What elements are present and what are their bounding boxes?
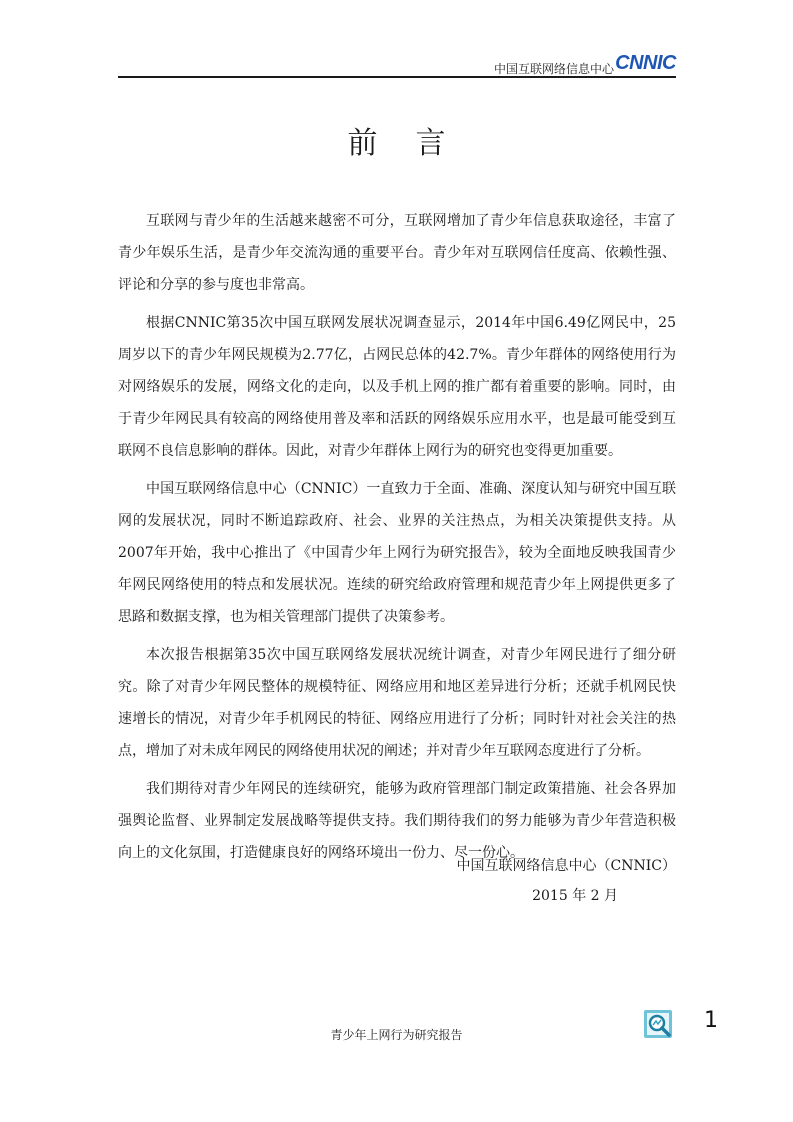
preface-body [118, 205, 676, 875]
signature-org: 中国互联网络信息中心（CNNIC） [456, 858, 676, 874]
page-number: 1 [704, 1008, 718, 1033]
magnifier-report-icon [643, 1009, 673, 1039]
header-divider [118, 76, 676, 78]
signature-date: 2015 年 2 月 [532, 888, 618, 904]
page-header [118, 50, 676, 78]
paragraph-1: 互联网与青少年的生活越来越密不可分，互联网增加了青少年信息获取途径，丰富了青少年娱乐生活，是青少年交流沟通的重要平台。青少年对互联网信任度高、依赖性强、评论和分享的参与度也非常高。 [118, 213, 676, 293]
paragraph-3: 中国互联网络信息中心（CNNIC）一直致力于全面、准确、深度认知与研究中国互联网的发展状况，同时不断追踪政府、社会、业界的关注热点，为相关决策提供支持。从2007年开始，我中心推出了《中国青少年上网行为研究报告》，较为全面地反映我国青少年网民网络使用的特点和发展状况。连续的研究给政府管理和规范青少年上网提供更多了思路和数据支撑，也为相关管理部门提供了决策参考。 [118, 481, 676, 625]
footer-report-title: 青少年上网行为研究报告 [330, 1028, 463, 1042]
paragraph-4: 本次报告根据第35次中国互联网络发展状况统计调查，对青少年网民进行了细分研究。除了对青少年网民整体的规模特征、网络应用和地区差异进行分析；还就手机网民快速增长的情况，对青少年手机网民的特征、网络应用进行了分析；同时针对社会关注的热点，增加了对未成年网民的网络使用状况的阐述；并对青少年互联网态度进行了分析。 [118, 647, 676, 759]
page-title: 前言 [347, 126, 484, 161]
paragraph-5: 我们期待对青少年网民的连续研究，能够为政府管理部门制定政策措施、社会各界加强舆论监督、业界制定发展战略等提供支持。我们期待我们的努力能够为青少年营造积极向上的文化氛围，打造健康良好的网络环境出一份力、尽一份心。 [118, 781, 676, 861]
header-org-name: 中国互联网络信息中心 [493, 62, 614, 76]
paragraph-2: 根据CNNIC第35次中国互联网发展状况调查显示，2014年中国6.49亿网民中，25周岁以下的青少年网民规模为2.77亿，占网民总体的42.7%。青少年群体的网络使用行为对网络娱乐的发展，网络文化的走向，以及手机上网的推广都有着重要的影响。同时，由于青少年网民具有较高的网络使用普及率和活跃的网络娱乐应用水平，也是最可能受到互联网不良信息影响的群体。因此，对青少年群体上网行为的研究也变得更加重要。 [118, 315, 676, 459]
cnnic-logo: CNNIC [615, 52, 676, 74]
